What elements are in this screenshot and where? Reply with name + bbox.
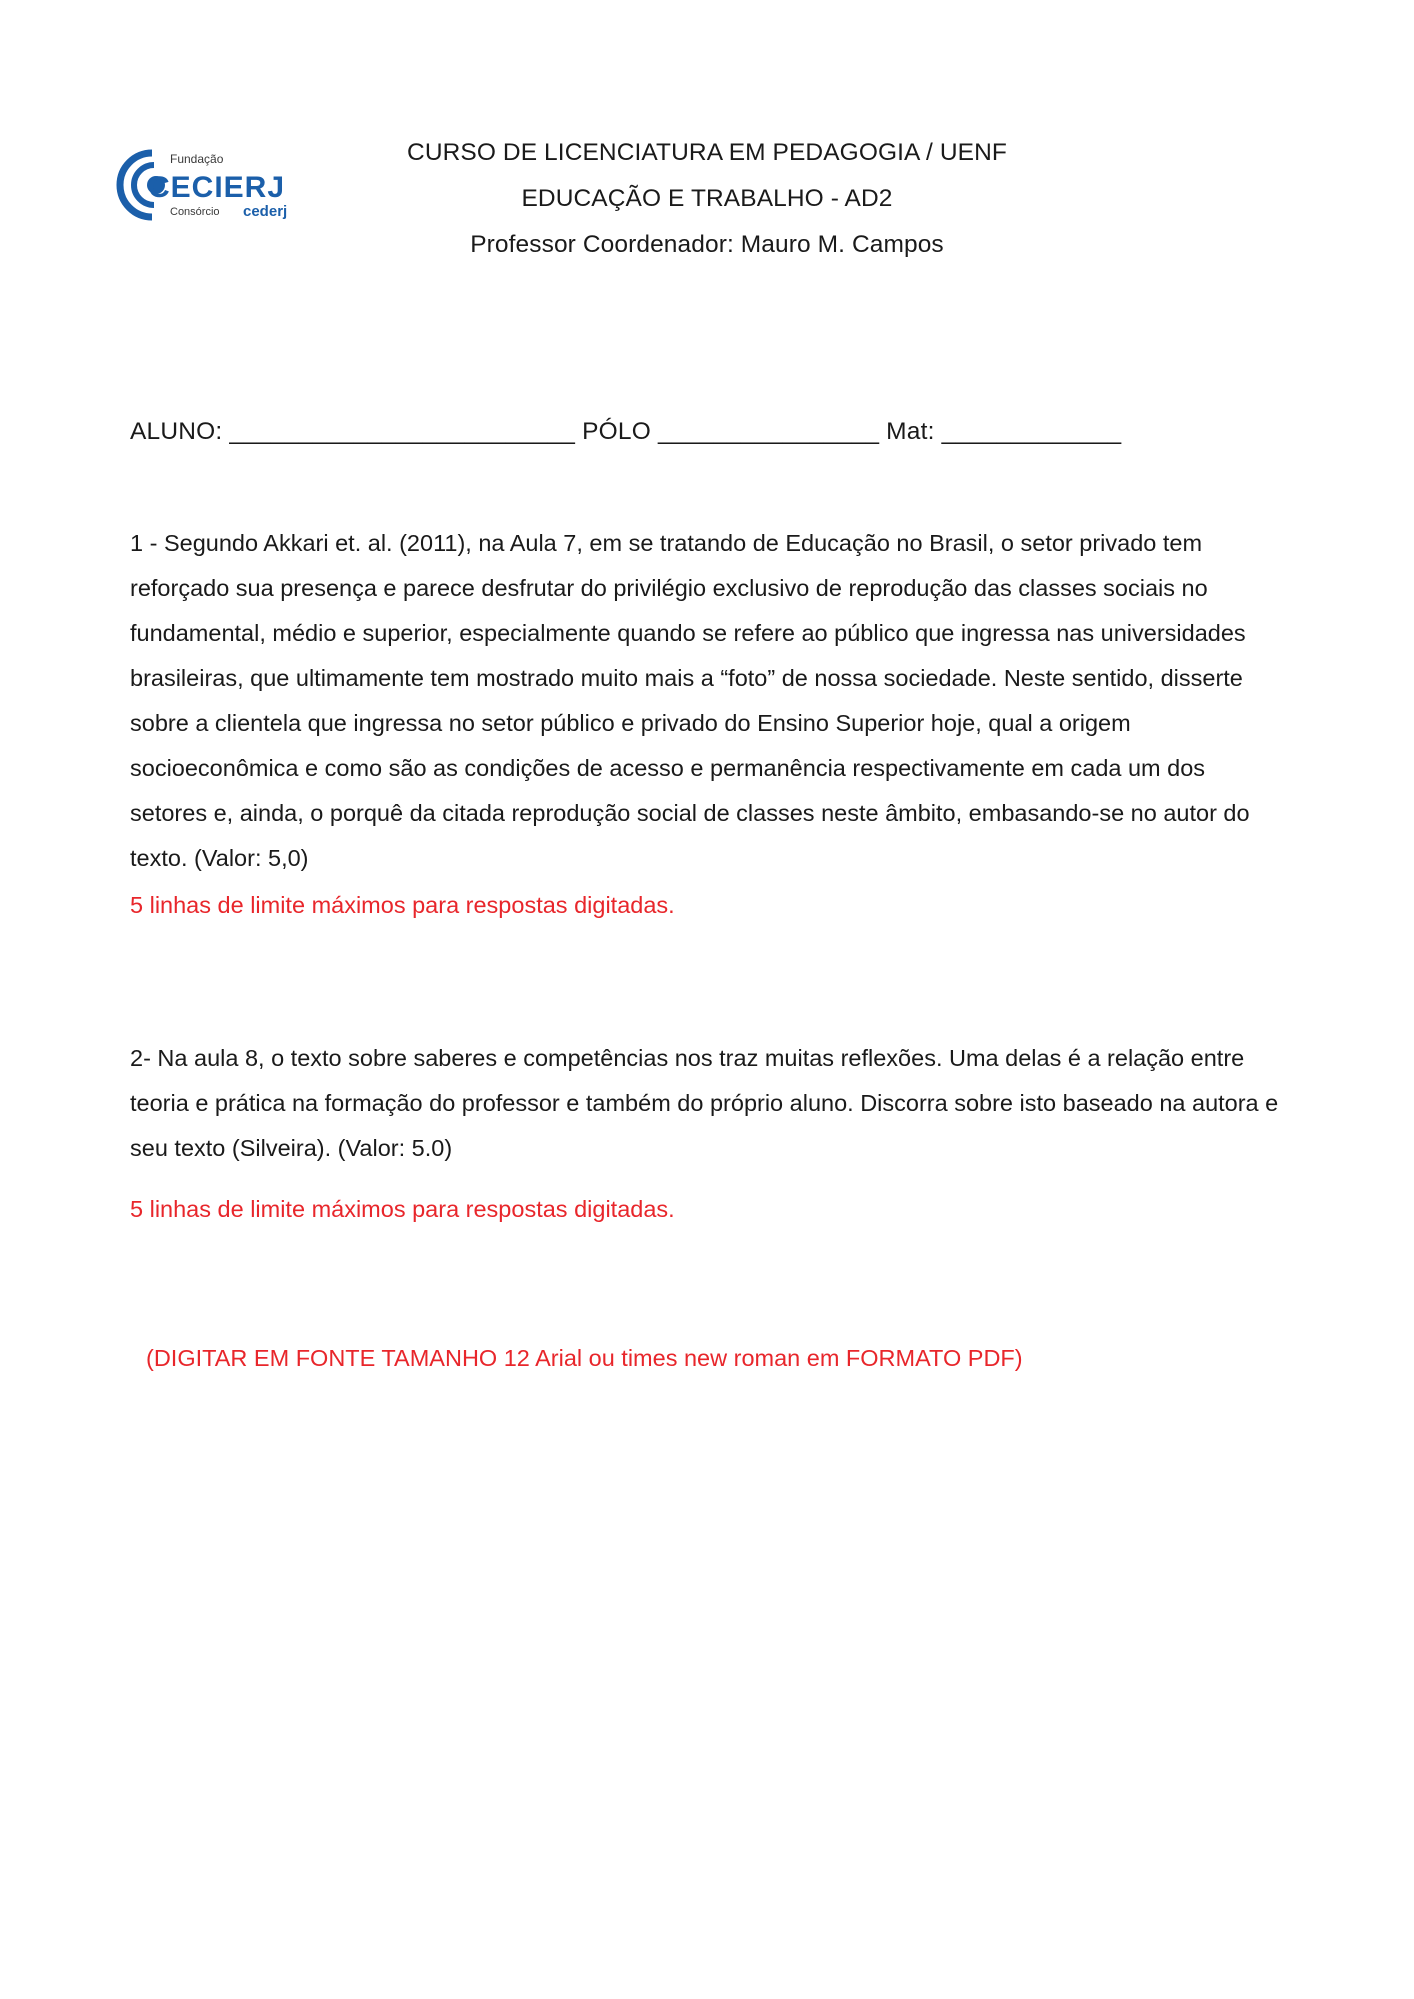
question-1-note: 5 linhas de limite máximos para respostas digitadas. <box>130 892 675 918</box>
student-identification-line: ALUNO: _________________________ PÓLO ________________ Mat: _____________ <box>130 418 1122 445</box>
question-2-text: 2- Na aula 8, o texto sobre saberes e competências nos traz muitas reflexões. Uma delas é a relação entre teoria e prática na formação do professor e também do próprio aluno. Discorra sobre isto baseado na autora e seu texto (Silveira). (Valor: 5.0) <box>130 1045 1279 1161</box>
document-body <box>130 415 1280 1381</box>
question-2-note: 5 linhas de limite máximos para respostas digitadas. <box>130 1196 675 1222</box>
svg-text:Fundação: Fundação <box>170 152 224 166</box>
cecierj-logo <box>108 145 323 225</box>
course-title: CURSO DE LICENCIATURA EM PEDAGOGIA / UENF <box>407 139 1007 166</box>
document-header <box>0 130 1414 268</box>
question-1-text: 1 - Segundo Akkari et. al. (2011), na Aula 7, em se tratando de Educação no Brasil, o setor privado tem reforçado sua presença e parece desfrutar do privilégio exclusivo de reprodução das classes sociais no fundamental, médio e superior, especialmente quando se refere ao público que ingressa nas universidades brasileiras, que ultimamente tem mostrado muito mais a “foto” de nossa sociedade. Neste sentido, disserte sobre a clientela que ingressa no setor público e privado do Ensino Superior hoje, qual a origem socioeconômica e como são as condições de acesso e permanência respectivamente em cada um dos setores e, ainda, o porquê da citada reprodução social de classes neste âmbito, embasando-se no autor do texto. (Valor: 5,0) <box>130 530 1250 871</box>
svg-text:CECIERJ: CECIERJ <box>148 171 286 204</box>
discipline-title: EDUCAÇÃO E TRABALHO - AD2 <box>521 185 893 212</box>
svg-text:cederj: cederj <box>243 203 288 220</box>
format-instruction: (DIGITAR EM FONTE TAMANHO 12 Arial ou times new roman em FORMATO PDF) <box>146 1345 1023 1371</box>
coordinator-line: Professor Coordenador: Mauro M. Campos <box>470 231 944 258</box>
header-title-block <box>257 130 1157 268</box>
svg-text:Consórcio: Consórcio <box>170 206 220 218</box>
